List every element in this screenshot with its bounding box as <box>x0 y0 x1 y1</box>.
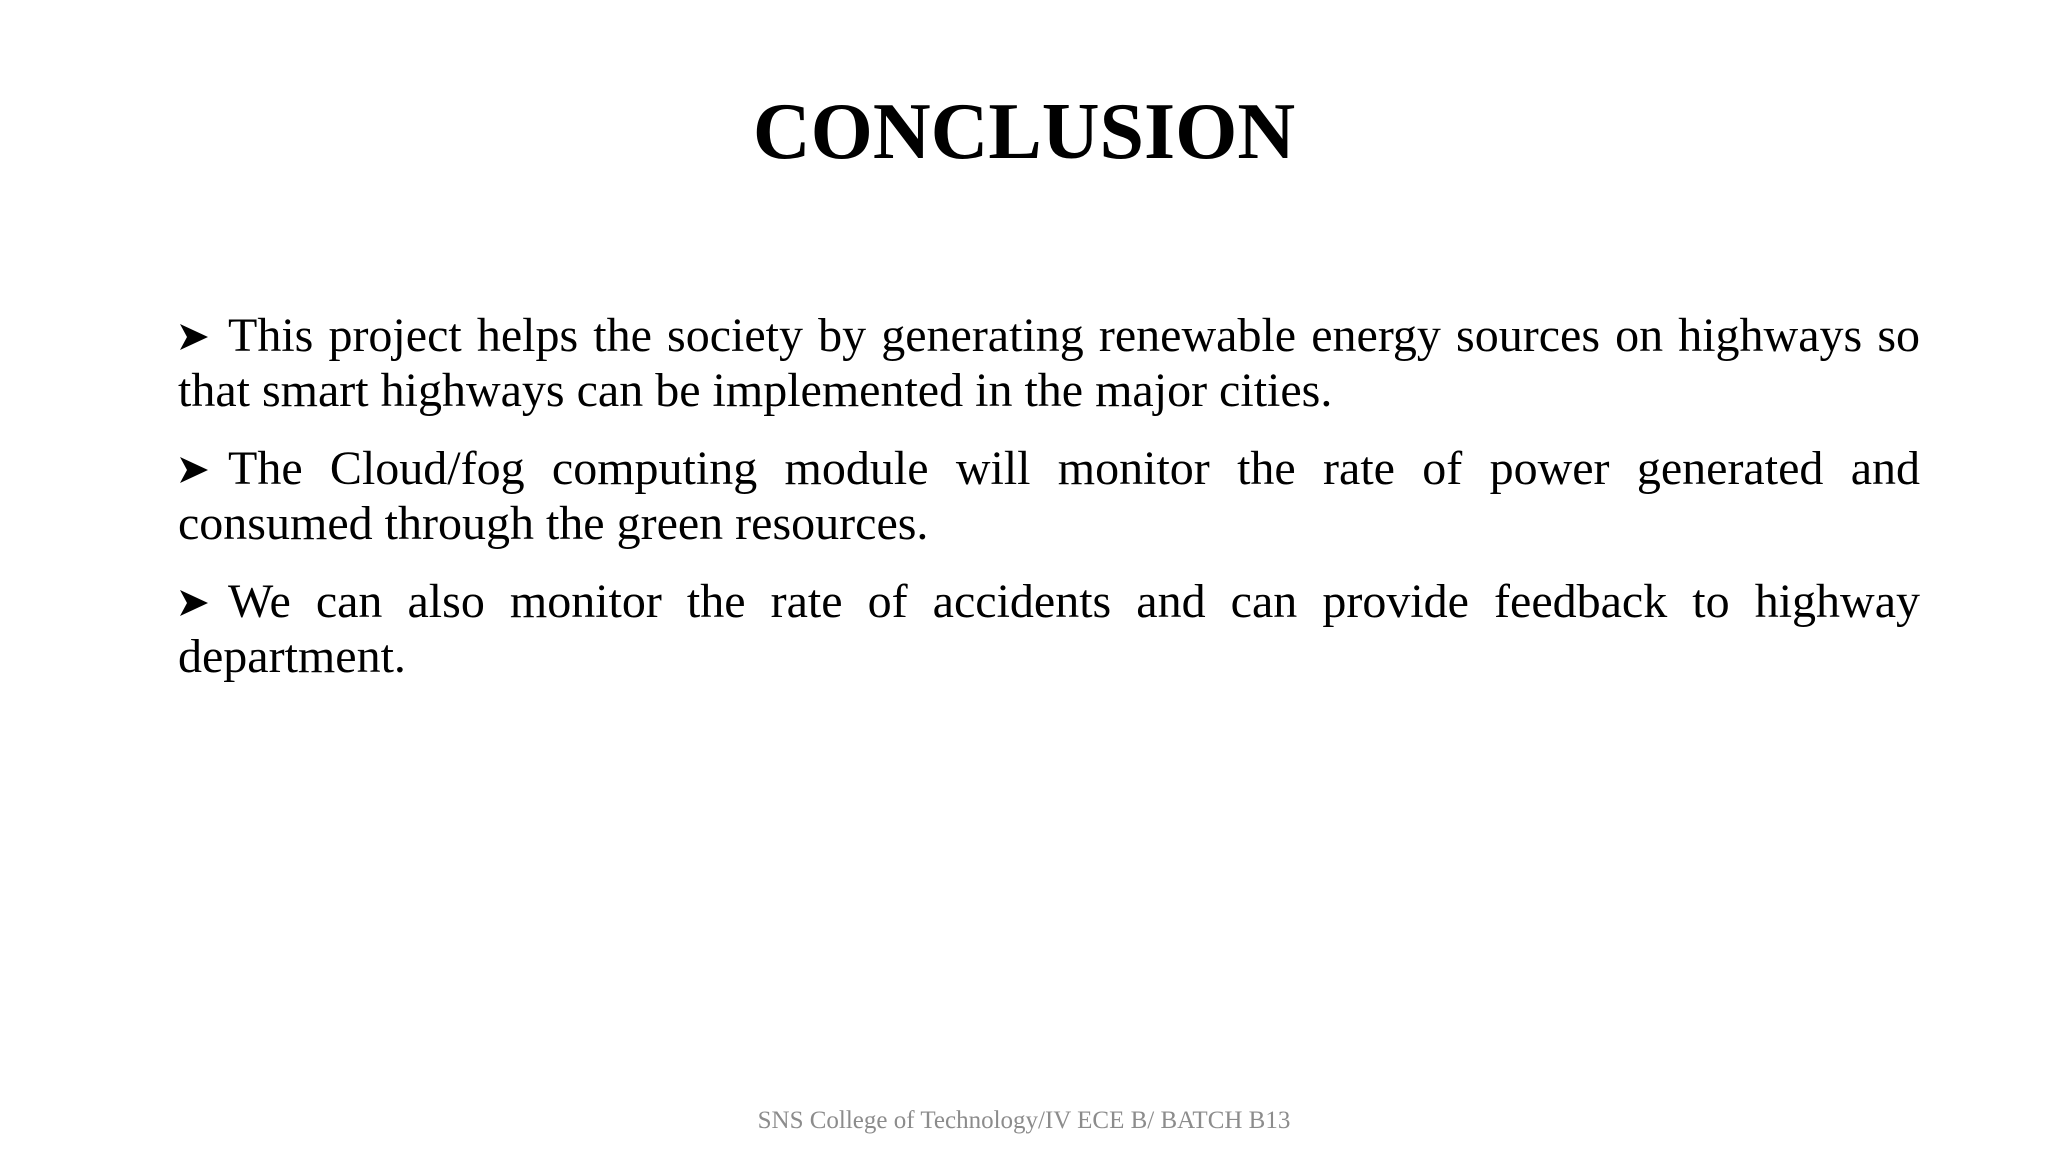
bullet-text: This project helps the society by generating renewable energy sources on highways so that smart highways can be implemented in the major cities. <box>178 309 1920 417</box>
bullet-text: The Cloud/fog computing module will monitor the rate of power generated and consumed through the green resources. <box>178 442 1920 550</box>
arrowhead-bullet-icon <box>178 322 210 352</box>
bullet-item <box>178 574 1920 684</box>
bullet-list <box>178 308 1920 707</box>
bullet-text: We can also monitor the rate of accidents and can provide feedback to highway department. <box>178 575 1920 683</box>
bullet-item <box>178 441 1920 551</box>
slide-title: CONCLUSION <box>752 88 1296 176</box>
arrowhead-bullet-icon <box>178 455 210 485</box>
arrowhead-bullet-icon <box>178 588 210 618</box>
slide-footer: SNS College of Technology/IV ECE B/ BATCH B13 <box>757 1107 1291 1134</box>
bullet-item <box>178 308 1920 418</box>
